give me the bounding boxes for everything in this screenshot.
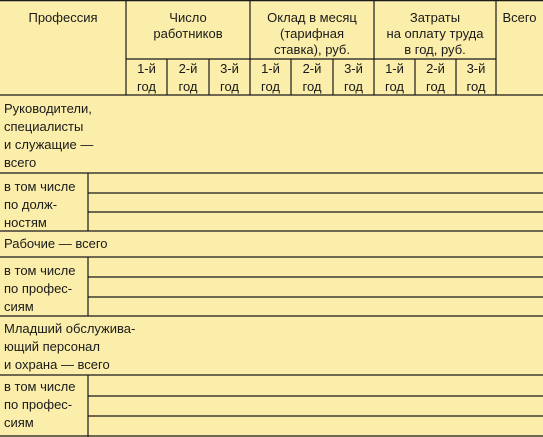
header-costs-line-2: на оплату труда <box>386 26 484 41</box>
year-2-workers: 2-й год <box>178 61 198 94</box>
year-2-salary: 2-й год <box>302 61 322 94</box>
section-service-staff-subtitle: в том числе по профес- сиям <box>4 379 76 430</box>
section-managers-subtitle: в том числе по долж- ностям <box>4 179 76 230</box>
header-costs-line-1: Затраты <box>409 10 461 25</box>
section-service-staff-title: Младший обслужива- ющий персонал и охрана — всего <box>4 321 136 372</box>
header-salary-line-2: (тарифная <box>279 26 344 41</box>
header-costs-line-3: в год, руб. <box>404 42 466 57</box>
year-3-salary: 3-й год <box>344 61 363 94</box>
section-workers-title: Рабочие — всего <box>4 236 108 251</box>
year-2-costs: 2-й год <box>426 61 445 94</box>
section-workers-subtitle: в том числе по профес- сиям <box>4 263 76 314</box>
header-salary-line-1: Оклад в месяц <box>267 10 357 25</box>
year-3-costs: 3-й год <box>466 61 486 94</box>
header-workers-line-1: Число <box>169 10 207 25</box>
header-workers-line-2: работников <box>153 26 223 41</box>
header-profession: Профессия <box>28 10 98 25</box>
year-1-workers: 1-й год <box>137 61 156 94</box>
year-1-salary: 1-й год <box>261 61 280 94</box>
header-total: Всего <box>502 10 537 25</box>
header-salary-line-3: ставка), руб. <box>274 42 350 57</box>
year-1-costs: 1-й год <box>385 61 404 94</box>
section-managers-title: Руководители, специалисты и служащие — всего <box>4 101 94 170</box>
year-3-workers: 3-й год <box>220 61 239 94</box>
